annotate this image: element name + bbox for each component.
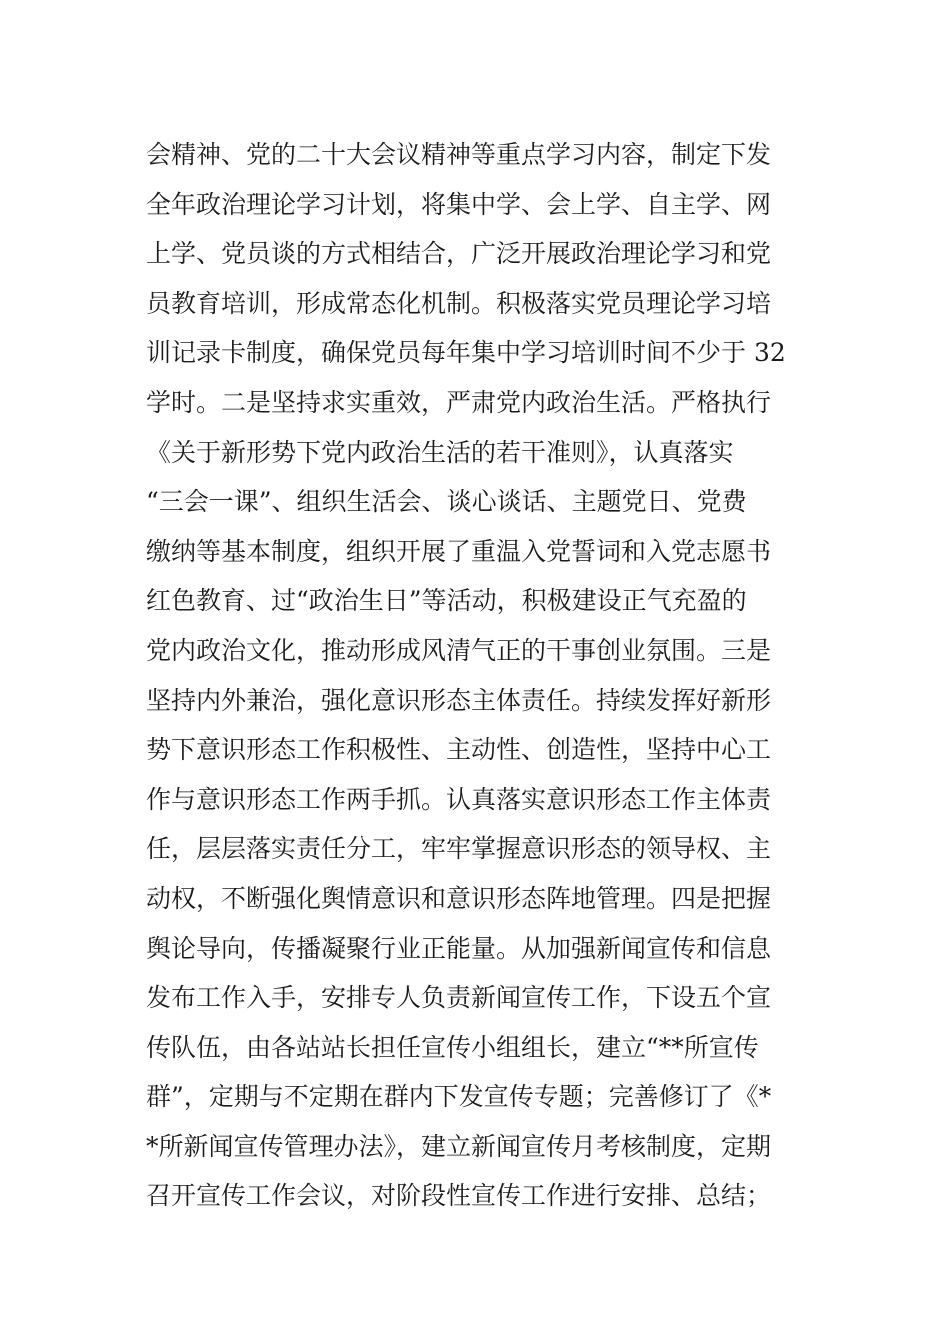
text-line: 全年政治理论学习计划，将集中学、会上学、自主学、网 bbox=[146, 189, 772, 219]
text-line: 发布工作入手，安排专人负责新闻宣传工作，下设五个宣 bbox=[146, 983, 772, 1013]
text-line: 召开宣传工作会议，对阶段性宣传工作进行安排、总结； bbox=[146, 1181, 772, 1211]
text-line: 上学、党员谈的方式相结合，广泛开展政治理论学习和党 bbox=[146, 239, 772, 269]
text-line: 党内政治文化，推动形成风清气正的干事创业氛围。三是 bbox=[146, 635, 772, 665]
body-text bbox=[146, 130, 826, 1221]
text-line: 红色教育、过“政治生日”等活动，积极建设正气充盈的 bbox=[146, 586, 747, 616]
text-line: 训记录卡制度，确保党员每年集中学习培训时间不少于 32 bbox=[146, 338, 786, 368]
text-line: 坚持内外兼治，强化意识形态主体责任。持续发挥好新形 bbox=[146, 685, 772, 715]
text-line: 传队伍，由各站站长担任宣传小组组长，建立“**所宣传 bbox=[146, 1032, 759, 1062]
text-line: 任，层层落实责任分工，牢牢掌握意识形态的领导权、主 bbox=[146, 834, 772, 864]
text-line: 群”，定期与不定期在群内下发宣传专题；完善修订了《* bbox=[146, 1082, 772, 1112]
text-line: 舆论导向，传播凝聚行业正能量。从加强新闻宣传和信息 bbox=[146, 933, 772, 963]
text-line: 学时。二是坚持求实重效，严肃党内政治生活。严格执行 bbox=[146, 387, 772, 417]
text-line: 会精神、党的二十大会议精神等重点学习内容，制定下发 bbox=[146, 140, 772, 169]
text-line: 《关于新形势下党内政治生活的若干准则》，认真落实 bbox=[146, 437, 734, 467]
text-line: “三会一课”、组织生活会、谈心谈话、主题党日、党费 bbox=[146, 487, 747, 517]
text-line: 作与意识形态工作两手抓。认真落实意识形态工作主体责 bbox=[146, 784, 772, 814]
text-line: 动权，不断强化舆情意识和意识形态阵地管理。四是把握 bbox=[146, 883, 772, 913]
text-line: 缴纳等基本制度，组织开展了重温入党誓词和入党志愿书 bbox=[146, 536, 772, 566]
text-line: 员教育培训，形成常态化机制。积极落实党员理论学习培 bbox=[146, 288, 772, 318]
text-line: 势下意识形态工作积极性、主动性、创造性，坚持中心工 bbox=[146, 735, 772, 765]
text-line: *所新闻宣传管理办法》，建立新闻宣传月考核制度，定期 bbox=[146, 1131, 772, 1161]
